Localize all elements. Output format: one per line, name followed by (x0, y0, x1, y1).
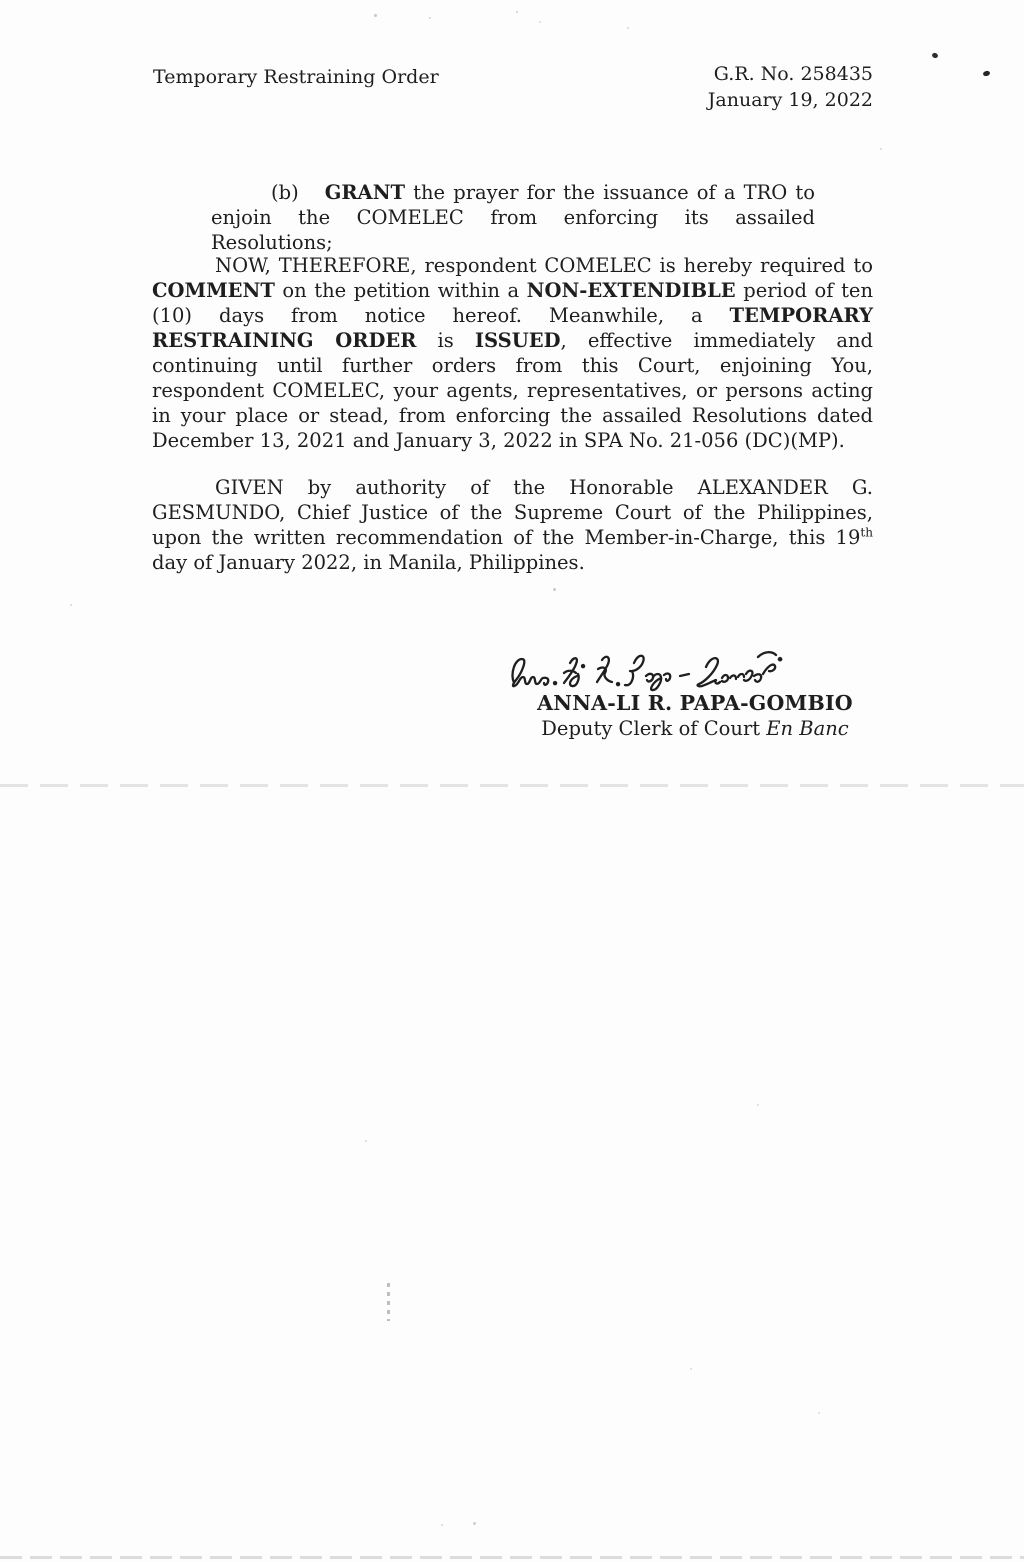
text-segment: is (416, 329, 475, 352)
non-extendible-bold-text: NON-EXTENDIBLE (526, 279, 736, 302)
text-segment: GIVEN by authority of the Honorable ALEXANDER G. GESMUNDO, Chief Justice of the Supreme Court of the Philippines, upon the written recommendation of the Member-in-Charge, this 19 (152, 476, 873, 549)
signatory-name: ANNA-LI R. PAPA-GOMBIO (537, 691, 853, 715)
scan-speck (627, 27, 629, 29)
scan-vertical-dash-artifact (387, 1283, 390, 1321)
document-date: January 19, 2022 (707, 89, 873, 111)
scan-speck (374, 14, 377, 17)
scan-speck (982, 70, 990, 77)
scan-fold-line-bottom (0, 1556, 1024, 1559)
scan-speck (429, 17, 431, 19)
item-label: (b) (271, 181, 299, 204)
text-segment: NOW, THEREFORE, respondent COMELEC is hereby required to (215, 254, 873, 277)
tro-bold-text: TEMPORARY RESTRAINING ORDER (152, 304, 873, 352)
paragraph-given (152, 475, 873, 575)
scan-speck (880, 148, 882, 150)
scan-speck (473, 1522, 476, 1525)
signatory-title (504, 716, 886, 741)
document-title: Temporary Restraining Order (153, 66, 439, 88)
title-text: Deputy Clerk of Court (541, 717, 767, 740)
text-segment: on the petition within a (274, 279, 527, 302)
comment-bold-text: COMMENT (152, 279, 275, 302)
scan-fold-line-middle (0, 784, 1024, 787)
scan-speck (441, 1524, 443, 1526)
paragraph-directive (152, 253, 873, 453)
title-italic-text: En Banc (766, 717, 849, 740)
scan-speck (516, 11, 518, 13)
gr-number: G.R. No. 258435 (713, 63, 873, 85)
scan-speck (690, 1368, 692, 1370)
scan-speck (365, 1140, 367, 1142)
signature-block (504, 646, 886, 741)
scan-speck (539, 21, 541, 23)
order-item-b (211, 180, 815, 255)
text-segment: day of January 2022, in Manila, Philippines. (152, 551, 585, 574)
scan-speck (931, 52, 938, 59)
issued-bold-text: ISSUED (474, 329, 561, 352)
scan-speck (757, 1104, 759, 1106)
text-segment: period of ten (10) days from notice hereof. Meanwhile, a (152, 279, 874, 327)
scan-speck (818, 1412, 820, 1414)
scan-speck (70, 604, 72, 606)
case-reference (708, 61, 873, 113)
text-segment: , effective immediately and continuing until further orders from this Court, enjoining You, respondent COMELEC, your agents, representatives, or persons acting in your place or stead, from enforcing the assailed Resolutions dated December 13, 2021 and January 3, 2022 in SPA No. 21-056 (DC)(MP). (152, 329, 873, 452)
text-segment: the prayer for the issuance of a TRO to enjoin the COMELEC from enforcing its assailed Resolutions; (211, 181, 815, 254)
scan-speck (553, 588, 556, 591)
grant-bold-text: GRANT (324, 181, 406, 204)
ordinal-suffix: th (860, 525, 873, 540)
